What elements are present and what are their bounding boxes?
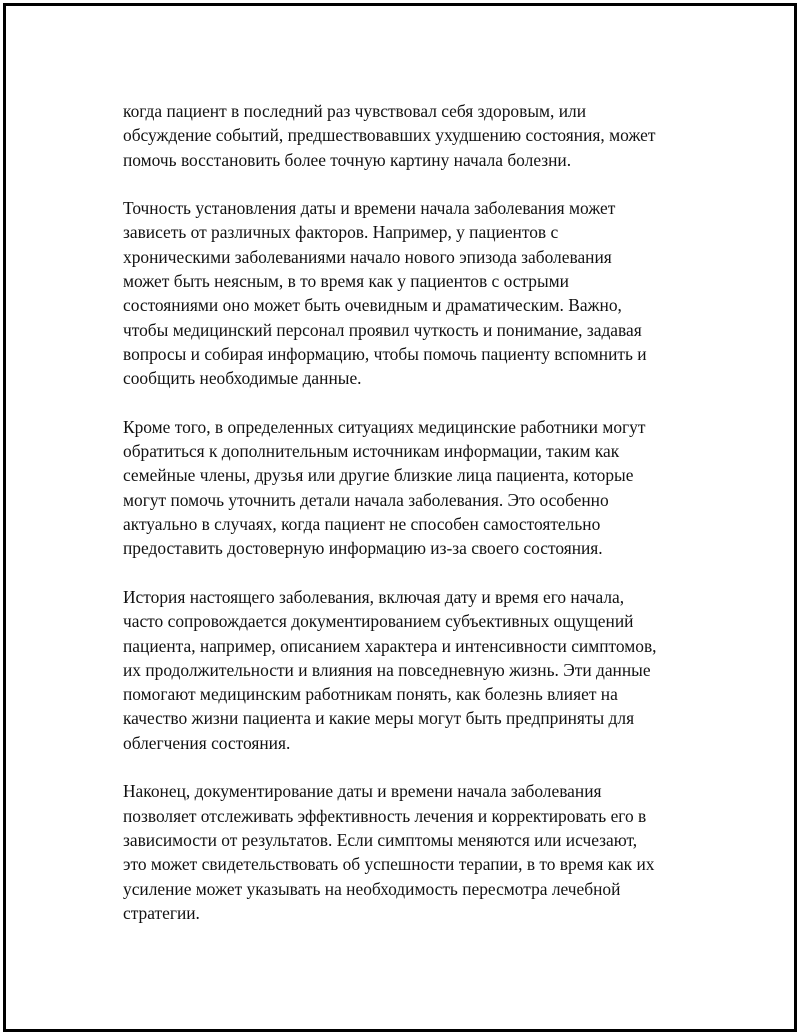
paragraph-4: История настоящего заболевания, включая дату и время его начала, часто сопровождается документированием субъективных ощущений пациента, например, описанием характера и интенсивности симптомов, их продолжительности и влияния на повседневную жизнь. Эти данные помогают медицинским работникам понять, как болезнь влияет на качество жизни пациента и какие меры могут быть предприняты для облегчения состояния. xyxy=(123,586,657,753)
page-frame xyxy=(3,3,797,1032)
paragraph-1: когда пациент в последний раз чувствовал себя здоровым, или обсуждение событий, предшествовавших ухудшению состояния, может помочь восстановить более точную картину начала болезни. xyxy=(123,101,656,170)
paragraph-5: Наконец, документирование даты и времени начала заболевания позволяет отслеживать эффективность лечения и корректировать его в зависимости от результатов. Если симптомы меняются или исчезают, это может свидетельствовать об успешности терапии, в то время как их усиление может указывать на необходимость пересмотра лечебной стратегии. xyxy=(123,781,655,923)
paragraph-2: Точность установления даты и времени начала заболевания может зависеть от различных факторов. Например, у пациентов с хроническими заболеваниями начало нового эпизода заболевания может быть неясным, в то время как у пациентов с острыми состояниями оно может быть очевидным и драматическим. Важно, чтобы медицинский персонал проявил чуткость и понимание, задавая вопросы и собирая информацию, чтобы помочь пациенту вспомнить и сообщить необходимые данные. xyxy=(123,198,647,389)
document-body xyxy=(123,99,693,925)
paragraph-3: Кроме того, в определенных ситуациях медицинские работники могут обратиться к дополнительным источникам информации, таким как семейные члены, друзья или другие близкие лица пациента, которые могут помочь уточнить детали начала заболевания. Это особенно актуально в случаях, когда пациент не способен самостоятельно предоставить достоверную информацию из-за своего состояния. xyxy=(123,416,646,559)
